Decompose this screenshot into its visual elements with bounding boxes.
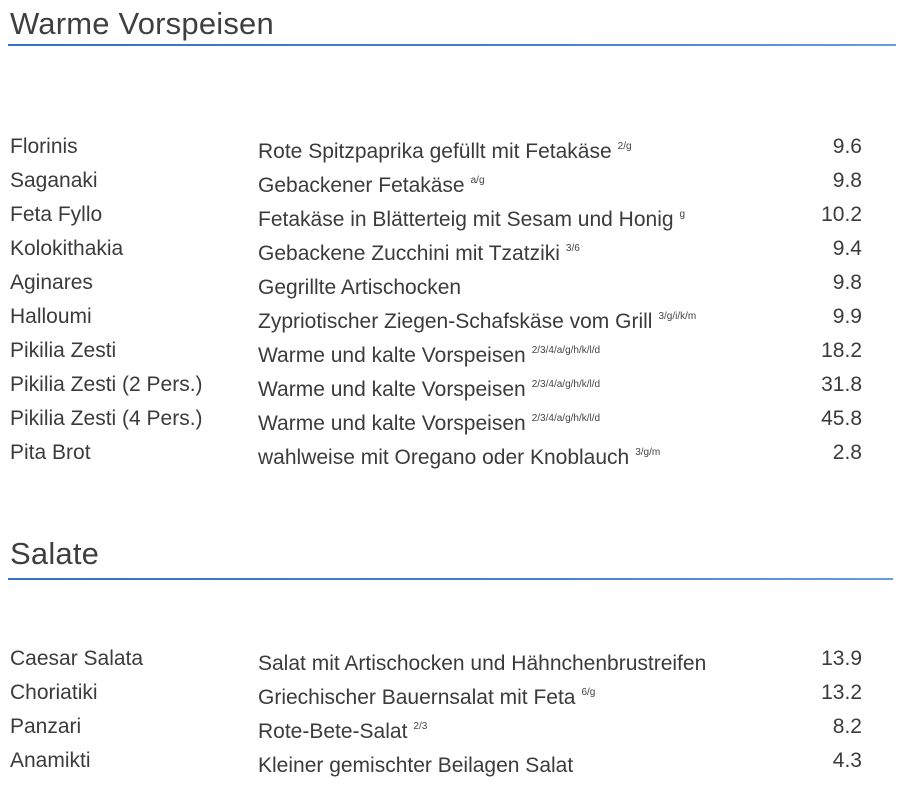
menu-item (0, 300, 900, 334)
item-name: Pikilia Zesti (2 Pers.) (10, 373, 203, 396)
item-description-text: Kleiner gemischter Beilagen Salat (258, 754, 574, 777)
item-description-text: Zypriotischer Ziegen-Schafskäse vom Grill (258, 310, 653, 333)
item-description-text: Gebackener Fetakäse (258, 174, 465, 197)
item-description-text: Rote-Bete-Salat (258, 720, 408, 743)
item-price: 10.2 (821, 203, 862, 226)
item-description-text: Gebackene Zucchini mit Tzatziki (258, 242, 560, 265)
item-description-text: Warme und kalte Vorspeisen (258, 412, 526, 435)
item-allergens: 3/g/i/k/m (658, 311, 697, 322)
item-price: 4.3 (832, 749, 862, 772)
item-allergens: 2/3/4/a/g/h/k/l/d (531, 413, 601, 424)
item-price: 9.9 (832, 305, 862, 328)
section-title: Warme Vorspeisen (10, 6, 274, 41)
menu-item (0, 164, 900, 198)
item-name: Pikilia Zesti (4 Pers.) (10, 407, 203, 430)
item-allergens: 2/3/4/a/g/h/k/l/d (531, 379, 601, 390)
menu-item (0, 334, 900, 368)
item-allergens: a/g (470, 175, 485, 186)
menu-item (0, 368, 900, 402)
item-price: 2.8 (832, 441, 862, 464)
menu-item (0, 266, 900, 300)
item-allergens: 6/g (581, 687, 596, 698)
menu-item (0, 198, 900, 232)
menu-item (0, 744, 900, 778)
item-description-text: Rote Spitzpaprika gefüllt mit Fetakäse (258, 140, 612, 163)
item-price: 9.8 (832, 169, 862, 192)
menu-item (0, 130, 900, 164)
item-price: 9.8 (832, 271, 862, 294)
menu-item (0, 402, 900, 436)
item-price: 45.8 (821, 407, 862, 430)
item-allergens: 3/6 (565, 243, 580, 254)
item-allergens: g (679, 209, 686, 220)
item-name: Panzari (10, 715, 82, 738)
item-allergens: 2/3 (413, 721, 428, 732)
item-description-text: Griechischer Bauernsalat mit Feta (258, 686, 576, 709)
item-price: 9.6 (832, 135, 862, 158)
section-title: Salate (10, 536, 100, 571)
menu-item (0, 436, 900, 470)
item-name: Pita Brot (10, 441, 91, 464)
item-description (258, 744, 579, 783)
item-price: 31.8 (821, 373, 862, 396)
section-divider (8, 578, 893, 580)
item-price: 18.2 (821, 339, 862, 362)
item-allergens: 3/g/m (635, 447, 661, 458)
item-name: Pikilia Zesti (10, 339, 117, 362)
item-name: Halloumi (10, 305, 92, 328)
item-price: 8.2 (832, 715, 862, 738)
item-name: Caesar Salata (10, 647, 144, 670)
item-name: Feta Fyllo (10, 203, 103, 226)
menu-item (0, 232, 900, 266)
item-price: 13.9 (821, 647, 862, 670)
menu-item (0, 676, 900, 710)
item-description-text: Warme und kalte Vorspeisen (258, 378, 526, 401)
item-description (258, 436, 660, 475)
item-description-text: Gegrillte Artischocken (258, 276, 462, 299)
item-price: 13.2 (821, 681, 862, 704)
item-description-text: Fetakäse in Blätterteig mit Sesam und Honig (258, 208, 674, 231)
item-name: Saganaki (10, 169, 98, 192)
item-price: 9.4 (832, 237, 862, 260)
menu-item (0, 642, 900, 676)
item-name: Kolokithakia (10, 237, 124, 260)
section-divider (8, 44, 896, 46)
item-name: Aginares (10, 271, 93, 294)
item-description-text: Salat mit Artischocken und Hähnchenbrustreifen (258, 652, 707, 675)
item-name: Anamikti (10, 749, 91, 772)
item-allergens: 2/g (617, 141, 632, 152)
item-name: Choriatiki (10, 681, 98, 704)
item-name: Florinis (10, 135, 78, 158)
item-description-text: Warme und kalte Vorspeisen (258, 344, 526, 367)
menu-item (0, 710, 900, 744)
item-allergens: 2/3/4/a/g/h/k/l/d (531, 345, 601, 356)
item-description-text: wahlweise mit Oregano oder Knoblauch (258, 446, 630, 469)
